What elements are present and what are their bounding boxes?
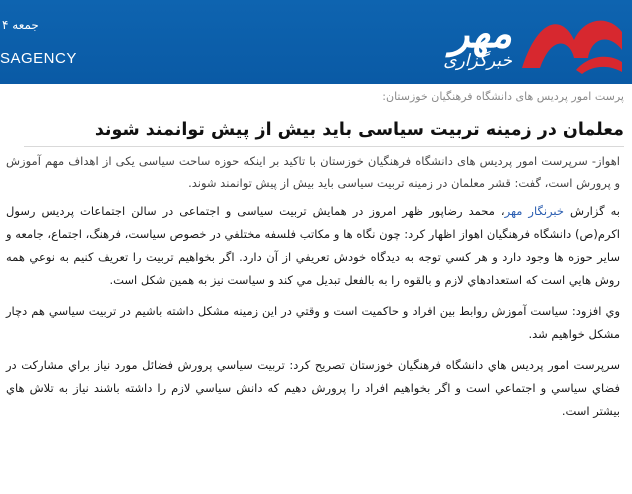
paragraph-text: ، محمد رضاپور ظهر امروز در همایش تربیت سیاسی و اجتماعی در سالن اجتماعات پردیس رسول اکرم(ص) دانشگاه فرهنگیان اهواز اظهار کرد: چون نگاه ها و مکاتب فلسفه مختلفي در خصوص سیاست، فرهنگ، اجتماع، جامعه و سایر حوزه ها وجود دارد و هر کسي توجه به دیدگاه خودش تعریفي از آن دارد. اگر بخواهیم تربیت را تعریف کنیم به نوعي همه روش هایي است که استعدادهاي لازم و بالقوه را به بالفعل تبدیل مي کند و سیاست نیز به همین شکل است. [6,204,620,287]
site-header [0,0,632,84]
logo-name: مهر [450,10,512,57]
paragraph-prefix: به گزارش [563,204,620,218]
breadcrumb[interactable]: پرست امور پردیس های دانشگاه فرهنگیان خوزستان: [382,90,624,103]
site-logo[interactable] [443,12,512,70]
mehr-logo-icon[interactable] [518,10,626,76]
article-paragraph-2: وي افزود: سیاست آموزش روابط بین افراد و حاکمیت است و وقتي در این زمینه مشکل داشته باشیم در تربیت سیاسي هم دچار مشکل خواهیم شد. [6,304,620,341]
article-paragraph-3: سرپرست امور پردیس هاي دانشگاه فرهنگیان خوزستان تصریح کرد: تربیت سیاسي پرورش فضائل مورد نیاز براي مشارکت در فضاي سیاسي و اجتماعي است و اگر بخواهیم افراد را پرورش دهیم که دانش سیاسي لازم را داشته باشند نیاز به تلاش هاي بیشتر است. [6,358,620,418]
header-date: جمعه ۴ [2,18,39,32]
article-body [6,150,620,431]
article-lead: اهواز- سرپرست امور پردیس های دانشگاه فرهنگیان خوزستان با تاکید بر اینکه حوزه ساحت سیاسی یکی از اهداف مهم آموزش و پرورش است، گفت: قشر معلمان در زمینه تربیت سیاسی باید بیش از پیش توانمند شوند. [6,154,620,190]
agency-name[interactable]: SAGENCY [0,50,77,67]
reporter-link[interactable]: خبرنگار مهر [504,204,564,218]
logo-subtitle: خبرگزاری [443,51,512,71]
article-paragraph-1 [6,200,620,292]
article-title: معلمان در زمینه تربیت سیاسی باید بیش از پیش توانمند شوند [24,120,624,147]
